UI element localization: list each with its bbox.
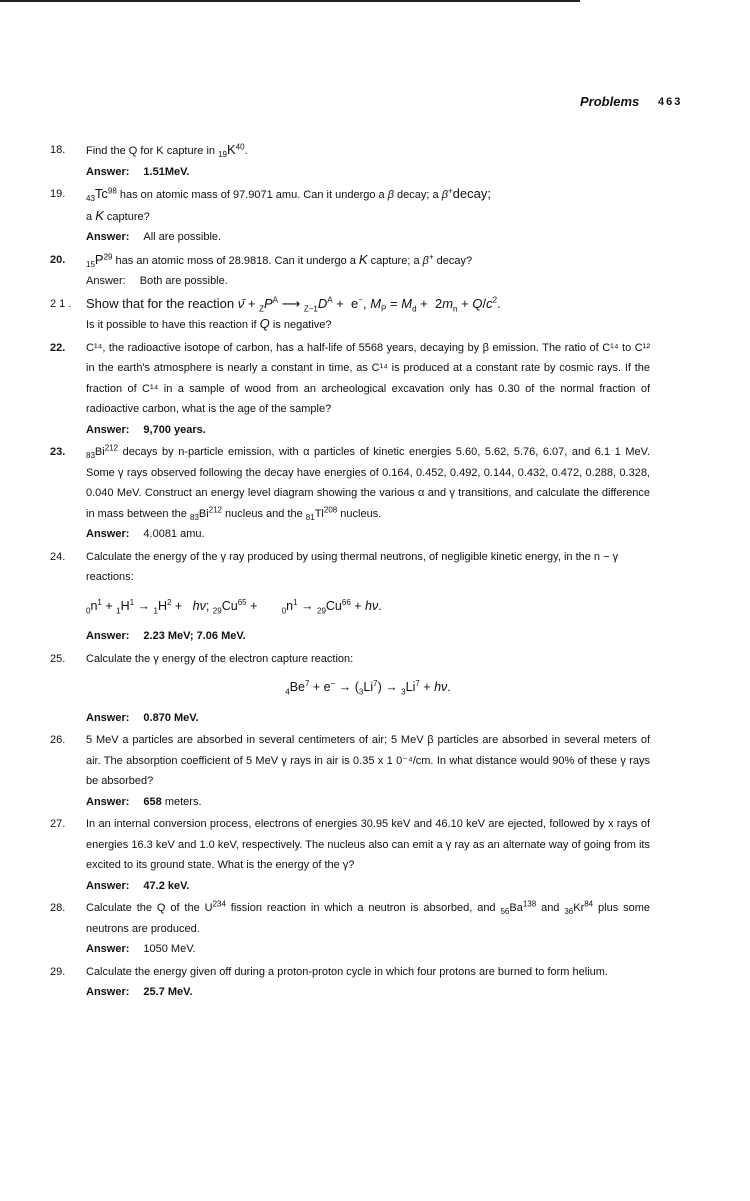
problem-28: 28. Calculate the Q of the $U^{234}$ fission reaction in which a neutron is absorbed, and $_{56}Ba^{138}$ and $_{36}Kr^{84}$ plus some neutrons are produced. Answer: 1050 MeV.: [50, 898, 650, 960]
answer: Answer: 2.23 MeV; 7.06 MeV.: [86, 630, 246, 642]
answer: Answer: Both are possible.: [86, 275, 228, 287]
problem-number: 18.: [50, 144, 66, 156]
problem-number: 22.: [50, 341, 66, 354]
problem-21: 2 1 . Show that for the reaction ν̄ + $_ZP^A$ ⟶ $_{Z-1}D^A + e^-$, $M_P = M_d + 2m_n + Q/c^2$. Is it possible to have this reaction if Q is negative?: [50, 295, 501, 331]
top-rule: [0, 0, 580, 2]
problem-number: 29.: [50, 965, 66, 978]
problem-text: C¹⁴, the radioactive isotope of carbon, has a half-life of 5568 years, decaying by β emission. The ratio of C¹⁴ to C¹² in the earth's atmosphere is nearly a constant in time, as C¹⁴ is produced at a constant rate by cosmic rays. If the fraction of C¹⁴ in a sample of wood from an archeological excavation only has 0.30 of the normal fraction of radioactive carbon, what is the age of the sample?: [86, 341, 650, 415]
page-number: 463: [658, 96, 683, 108]
equation: $_4Be^7 + e^- \to (_3Li^7) \to _3Li^7 + h\nu$.: [285, 678, 451, 697]
problem-number: 19.: [50, 188, 66, 200]
problem-text: Calculate the energy of the γ ray produced by using thermal neutrons, of negligible kinetic energy, in the n − γ reactions:: [86, 550, 619, 583]
problem-24: [50, 547, 650, 647]
problem-number: 23.: [50, 446, 66, 458]
problem-25: [50, 649, 650, 729]
problem-29: [50, 962, 650, 1003]
answer: Answer: All are possible.: [86, 231, 222, 243]
problem-number: 27.: [50, 818, 66, 830]
answer: Answer: 25.7 MeV.: [86, 986, 193, 998]
problem-number: 28.: [50, 902, 66, 914]
running-head: Problems: [580, 94, 640, 109]
problem-22: [50, 338, 650, 441]
problem-list: [50, 140, 650, 1003]
problem-27: [50, 814, 650, 896]
answer: Answer: 47.2 keV.: [86, 879, 190, 892]
answer: Answer: 9,700 years.: [86, 423, 206, 436]
problem-number: 20.: [50, 253, 66, 266]
problem-text: Calculate the energy given off during a proton-proton cycle in which four protons are burned to form helium.: [86, 965, 608, 978]
problem-23: 23. $_{83}Bi^{212}$ decays by n-particle emission, with α particles of kinetic energies 5.60, 5.62, 5.76, 6.07, and 6.1 1 MeV. Some γ rays observed following the decay have energies of 0.164, 0.452, 0.492, 0.144, 0.432, 0.472, 0.288, 0.328, 0.040 MeV. Construct an energy level diagram showing the various α and γ transitions, and calculate the difference in mass between the $_{83}Bi^{212}$ nucleus and the $_{81}Tl^{208}$ nucleus. Answer: 4.0081 amu.: [50, 442, 650, 545]
problem-26: [50, 730, 650, 812]
problem-19: 19. $_{43}Tc^{98}$ has on atomic mass of 97.9071 amu. Can it undergo a β decay; a β+decay; a K capture? Answer: All are possible.: [50, 184, 650, 248]
problem-number: 26.: [50, 734, 66, 746]
problem-text: In an internal conversion process, electrons of energies 30.95 keV and 46.10 keV are ejected, followed by x rays of energies 16.3 keV and 1.0 keV, respectively. The nucleus also can emit a γ ray as an alternate way of going from its excited to its ground state. What is the energy of the γ?: [86, 818, 650, 871]
problem-number: 2 1 .: [50, 297, 72, 310]
answer: Answer: 4.0081 amu.: [86, 528, 205, 540]
answer: Answer: 1.51MeV.: [86, 165, 190, 178]
answer: Answer: 658 meters.: [86, 795, 202, 808]
problem-20: 20. $_{15}P^{29}$ has an atomic moss of 28.9818. Can it undergo a K capture; a β+ decay? Answer: Both are possible.: [50, 250, 650, 292]
problem-text: Calculate the γ energy of the electron capture reaction:: [86, 652, 354, 665]
problem-number: 25.: [50, 652, 66, 665]
answer: Answer: 1050 MeV.: [86, 943, 196, 955]
answer: Answer: 0.870 MeV.: [86, 711, 199, 724]
problem-18: 18. Find the Q for K capture in $_{19}K^{40}$. Answer: 1.51MeV.: [50, 140, 650, 182]
problem-text: 5 MeV a particles are absorbed in several centimeters of air; 5 MeV β particles are absorbed in several meters of air. The absorption coefficient of 5 MeV γ rays in air is 0.35 x 1 0⁻⁴/cm. In what distance would 90% of these γ rays be absorbed?: [86, 734, 650, 787]
equation: $_0n^1 + _1H^1 \to _1H^2 + h\nu$; $_{29}Cu^{65}$ + $_0n^1 \to _{29}Cu^{66} + h\nu$.: [86, 597, 382, 615]
problem-number: 24.: [50, 550, 66, 563]
